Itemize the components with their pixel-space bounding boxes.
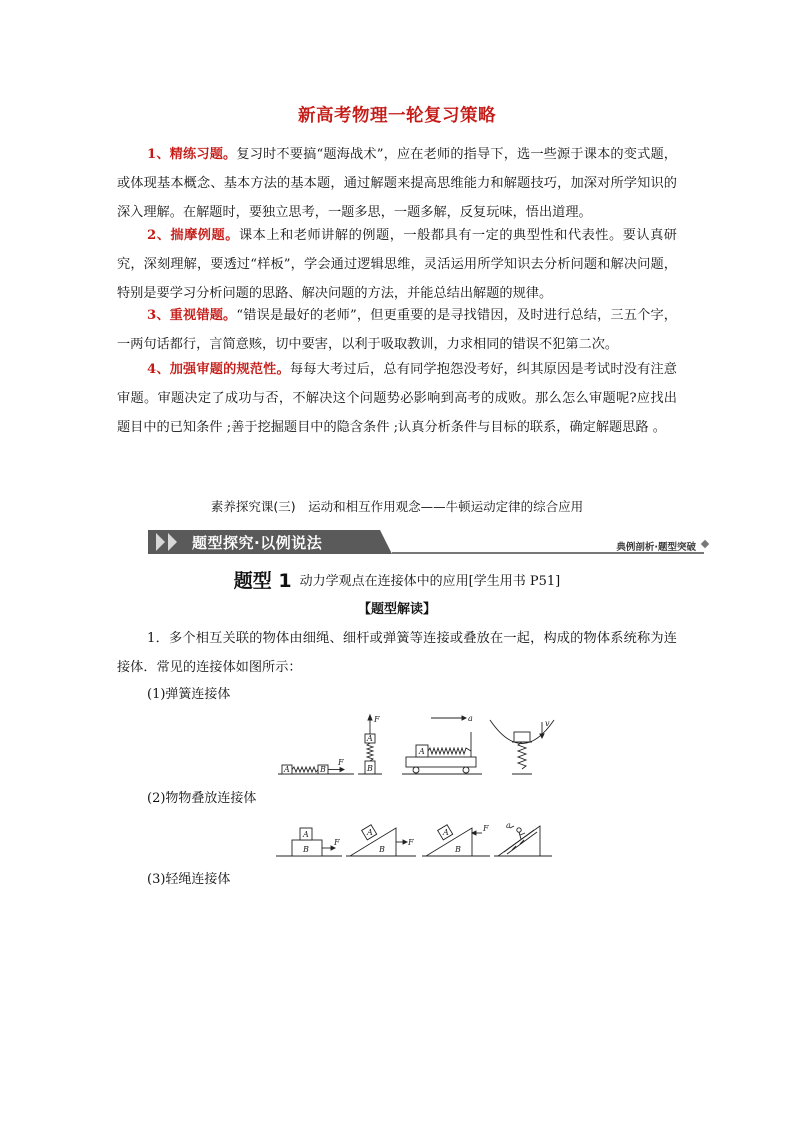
category-rope: (3)轻绳连接体 xyxy=(147,872,231,887)
intro-paragraph: 1．多个相互关联的物体由细绳、细杆或弹簧等连接或叠放在一起，构成的物体系统称为连接体．常见的连接体如图所示： xyxy=(117,631,677,675)
fig-label-b: B xyxy=(367,764,373,773)
fig-label-a: A xyxy=(419,747,425,756)
fig-label-b: B xyxy=(303,845,309,854)
topic-label: 题型 1 xyxy=(233,570,292,592)
strategy-4-text: 每每大考过后，总有同学抱怨没考好，纠其原因是考试时没有注意审题。审题决定了成功与否，不解决这个问题势必影响到高考的成败。那么怎么审题呢?应找出题目中的已知条件 ;善于挖掘题目中的隐含条件 ;认真分析条件与目标的联系，确定解题思路 。 xyxy=(117,362,677,435)
strategy-4-lead: 4、加强审题的规范性。 xyxy=(147,362,290,377)
stacked-connector-figure xyxy=(276,822,556,862)
fig-label-f: F xyxy=(408,838,414,847)
fig-label-f: F xyxy=(483,824,489,833)
fig-label-a: A xyxy=(284,765,290,774)
fig-label-b: B xyxy=(379,845,385,854)
strategy-2 xyxy=(117,221,677,308)
fig-label-f: F xyxy=(338,758,344,767)
fig-label-a: A xyxy=(303,830,309,839)
fig-label-f: F xyxy=(334,838,340,847)
strategy-2-lead: 2、揣摩例题。 xyxy=(147,228,239,243)
fig-label-a-accel: a xyxy=(468,714,473,723)
strategy-1-text: 复习时不要搞“题海战术”，应在老师的指导下，选一些源于课本的变式题，或体现基本概念、基本方法的基本题，通过解题来提高思维能力和解题技巧，加深对所学知识的深入理解。在解题时，要独立思考，一题多思，一题多解，反复玩味，悟出道理。 xyxy=(117,147,677,220)
strategy-3-text: “错误是最好的老师”，但更重要的是寻找错因，及时进行总结，三五个字，一两句话都行，言简意赅，切中要害，以利于吸取教训，力求相同的错误不犯第二次。 xyxy=(117,308,677,352)
strategy-4 xyxy=(117,355,677,442)
banner-title: 题型探究·以例说法 xyxy=(192,534,323,552)
category-stacked: (2)物物叠放连接体 xyxy=(147,791,257,806)
category-spring: (1)弹簧连接体 xyxy=(147,687,231,702)
chevron-right-icon xyxy=(168,533,177,551)
strategy-3 xyxy=(117,301,677,359)
fig-label-b: B xyxy=(455,845,461,854)
strategy-2-text: 课本上和老师讲解的例题，一般都具有一定的典型性和代表性。要认真研究，深刻理解，要透过“样板”，学会通过逻辑思维，灵活运用所学知识去分析问题和解决问题，特别是要学习分析问题的思路、解决问题的方法，并能总结出解题的规律。 xyxy=(117,228,677,301)
fig-label-a: A xyxy=(367,734,373,743)
page-title: 新高考物理一轮复习策略 xyxy=(298,106,496,126)
strategy-3-lead: 3、重视错题。 xyxy=(147,308,237,323)
section-heading: 素养探究课(三) 运动和相互作用观念——牛顿运动定律的综合应用 xyxy=(210,499,584,514)
fig-label-a: A xyxy=(367,828,373,837)
topic-heading xyxy=(0,566,794,593)
fig-label-a-accel: a xyxy=(506,821,511,830)
spring-connector-figure xyxy=(276,712,566,782)
strategy-1 xyxy=(117,140,677,227)
fig-label-a: A xyxy=(443,828,449,837)
strategy-1-lead: 1、精练习题。 xyxy=(147,147,237,162)
fig-label-b: B xyxy=(320,765,326,774)
banner-subtitle: 典例剖析·题型突破 xyxy=(616,542,696,553)
chevron-right-icon xyxy=(156,533,165,551)
fig-label-f: F xyxy=(374,715,380,724)
subheading: 【题型解读】 xyxy=(357,602,436,617)
fig-label-v: v xyxy=(545,719,550,728)
diamond-icon xyxy=(701,540,709,548)
topic-title: 动力学观点在连接体中的应用[学生用书 P51] xyxy=(299,574,561,589)
section-banner xyxy=(148,530,708,556)
